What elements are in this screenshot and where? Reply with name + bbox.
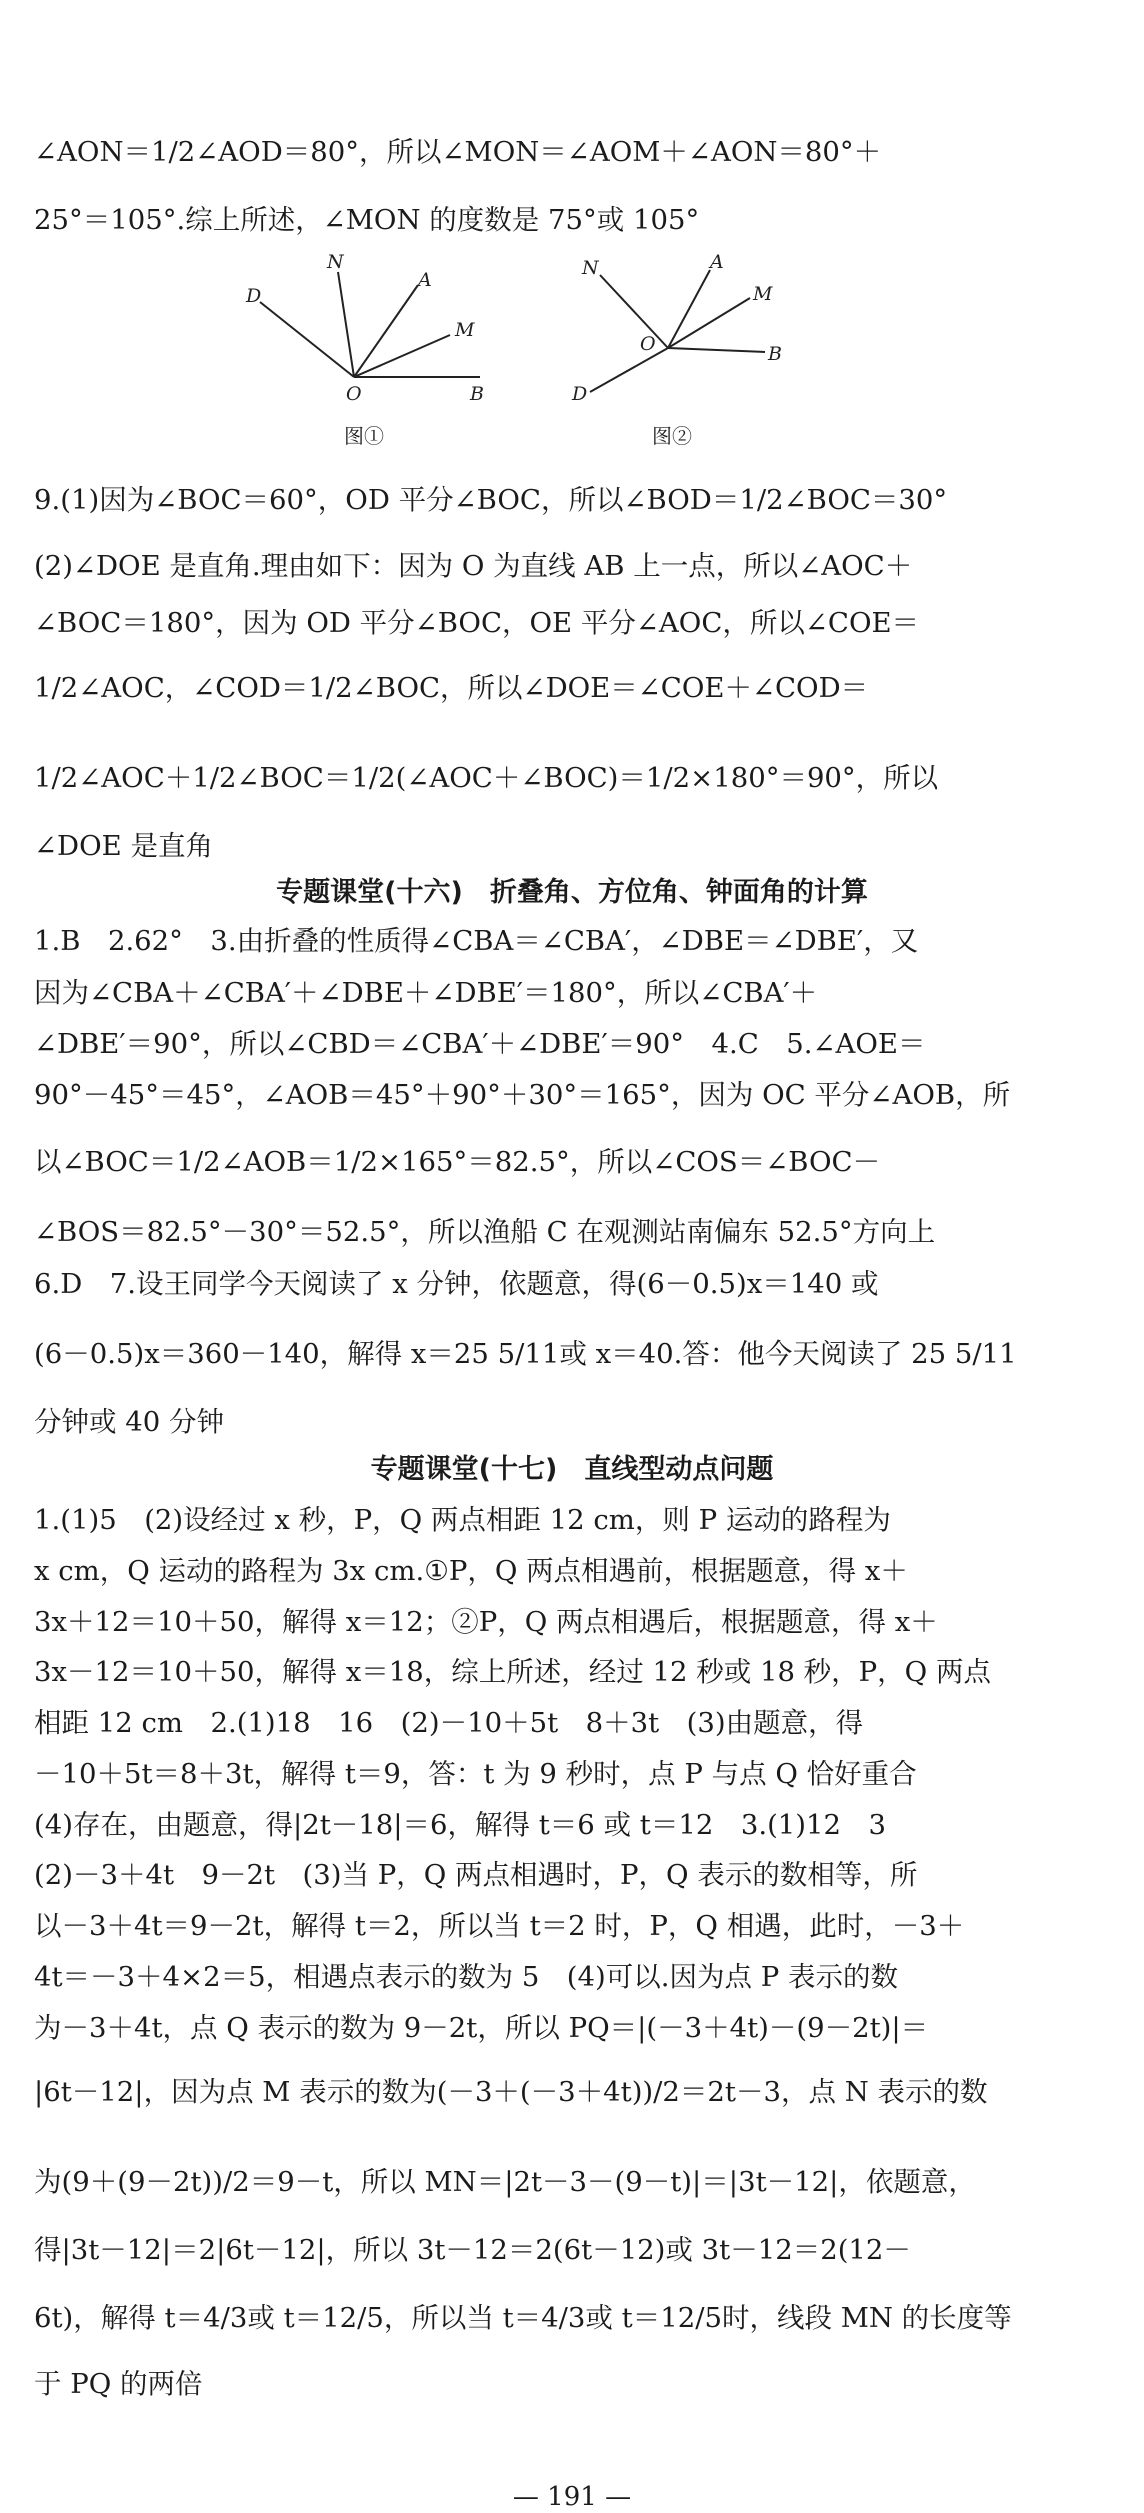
figure-1-diagram: [230, 250, 510, 420]
figure-1-caption: 图①: [344, 424, 384, 448]
text-line: 因为∠CBA＋∠CBA′＋∠DBE＋∠DBE′＝180°，所以∠CBA′＋: [34, 977, 818, 1009]
text-line: 相距 12 cm 2.(1)18 16 (2)－10＋5t 8＋3t (3)由题意，得: [34, 1707, 864, 1739]
label-a: A: [418, 269, 432, 291]
section-17-title: 专题课堂(十七) 直线型动点问题: [370, 1454, 774, 1485]
text-line: ∠DOE 是直角: [34, 830, 213, 862]
text-line: 为(9＋(9－2t))/2＝9－t，所以 MN＝|2t－3－(9－t)|＝|3t－12|，依题意，: [34, 2166, 976, 2198]
text-line: 于 PQ 的两倍: [34, 2368, 203, 2400]
label-m: M: [455, 319, 475, 341]
text-line: (2)∠DOE 是直角.理由如下：因为 O 为直线 AB 上一点，所以∠AOC＋: [34, 550, 913, 582]
text-line: 1/2∠AOC，∠COD＝1/2∠BOC，所以∠DOE＝∠COE＋∠COD＝: [34, 672, 869, 704]
text-line: 1/2∠AOC＋1/2∠BOC＝1/2(∠AOC＋∠BOC)＝1/2×180°＝90°，所以: [34, 762, 939, 794]
text-line: x cm，Q 运动的路程为 3x cm.①P，Q 两点相遇前，根据题意，得 x＋: [34, 1555, 908, 1587]
ray-on: [600, 275, 668, 348]
text-line: ∠BOS＝82.5°－30°＝52.5°，所以渔船 C 在观测站南偏东 52.5°方向上: [34, 1216, 936, 1248]
text-line: 3x＋12＝10＋50，解得 x＝12；②P，Q 两点相遇后，根据题意，得 x＋: [34, 1606, 938, 1638]
label-n: N: [582, 257, 599, 279]
label-b: B: [768, 343, 782, 365]
text-line: －10＋5t＝8＋3t，解得 t＝9，答：t 为 9 秒时，点 P 与点 Q 恰好重合: [34, 1758, 917, 1790]
label-n: N: [327, 251, 344, 273]
label-a: A: [710, 251, 724, 273]
text-line: 6t)，解得 t＝4/3或 t＝12/5，所以当 t＝4/3或 t＝12/5时，线段 MN 的长度等: [34, 2302, 1012, 2334]
label-d: D: [572, 383, 588, 405]
text-line: |6t－12|，因为点 M 表示的数为(－3＋(－3＋4t))/2＝2t－3，点 N 表示的数: [34, 2076, 988, 2108]
text-line: (2)－3＋4t 9－2t (3)当 P，Q 两点相遇时，P，Q 表示的数相等，所: [34, 1859, 918, 1891]
ray-od: [260, 302, 354, 377]
text-line: 为－3＋4t，点 Q 表示的数为 9－2t，所以 PQ＝|(－3＋4t)－(9－2t)|＝: [34, 2012, 929, 2044]
text-line: 1.B 2.62° 3.由折叠的性质得∠CBA＝∠CBA′，∠DBE＝∠DBE′，又: [34, 925, 919, 957]
text-line: 90°－45°＝45°，∠AOB＝45°＋90°＋30°＝165°，因为 OC 平分∠AOB，所: [34, 1079, 1011, 1111]
text-line: 25°＝105°.综上所述，∠MON 的度数是 75°或 105°: [34, 204, 700, 236]
text-line: ∠BOC＝180°，因为 OD 平分∠BOC，OE 平分∠AOC，所以∠COE＝: [34, 607, 920, 639]
text-line: 分钟或 40 分钟: [34, 1406, 224, 1438]
text-line: 以∠BOC＝1/2∠AOB＝1/2×165°＝82.5°，所以∠COS＝∠BOC－: [34, 1146, 881, 1178]
text-line: (6－0.5)x＝360－140，解得 x＝25 5/11或 x＝40.答：他今天阅读了 25 5/11: [34, 1338, 1017, 1370]
ray-ob: [668, 348, 765, 352]
ray-on: [338, 272, 354, 377]
label-m: M: [753, 283, 773, 305]
text-line: (4)存在，由题意，得|2t－18|＝6，解得 t＝6 或 t＝12 3.(1)12 3: [34, 1809, 887, 1841]
text-line: 4t＝－3＋4×2＝5，相遇点表示的数为 5 (4)可以.因为点 P 表示的数: [34, 1961, 898, 1993]
text-line: 6.D 7.设王同学今天阅读了 x 分钟，依题意，得(6－0.5)x＝140 或: [34, 1268, 879, 1300]
text-line: 1.(1)5 (2)设经过 x 秒，P，Q 两点相距 12 cm，则 P 运动的路程为: [34, 1504, 891, 1536]
label-o: O: [640, 333, 656, 355]
text-line: ∠AON＝1/2∠AOD＝80°，所以∠MON＝∠AOM＋∠AON＝80°＋: [34, 136, 882, 168]
figure-2-diagram: [570, 250, 810, 420]
figure-2-caption: 图②: [652, 424, 692, 448]
text-line: 9.(1)因为∠BOC＝60°，OD 平分∠BOC，所以∠BOD＝1/2∠BOC＝30°: [34, 484, 948, 516]
label-d: D: [246, 285, 262, 307]
text-line: 以－3＋4t＝9－2t，解得 t＝2，所以当 t＝2 时，P，Q 相遇，此时，－3＋: [34, 1910, 965, 1942]
ray-od: [590, 348, 668, 392]
ray-om: [668, 298, 750, 348]
label-o: O: [346, 383, 362, 405]
page-number: — 191 —: [512, 2482, 632, 2512]
text-line: ∠DBE′＝90°，所以∠CBD＝∠CBA′＋∠DBE′＝90° 4.C 5.∠AOE＝: [34, 1028, 926, 1060]
text-line: 3x－12＝10＋50，解得 x＝18，综上所述，经过 12 秒或 18 秒，P，Q 两点: [34, 1656, 991, 1688]
section-16-title: 专题课堂(十六) 折叠角、方位角、钟面角的计算: [276, 877, 868, 908]
text-line: 得|3t－12|＝2|6t－12|，所以 3t－12＝2(6t－12)或 3t－12＝2(12－: [34, 2234, 911, 2266]
label-b: B: [470, 383, 484, 405]
